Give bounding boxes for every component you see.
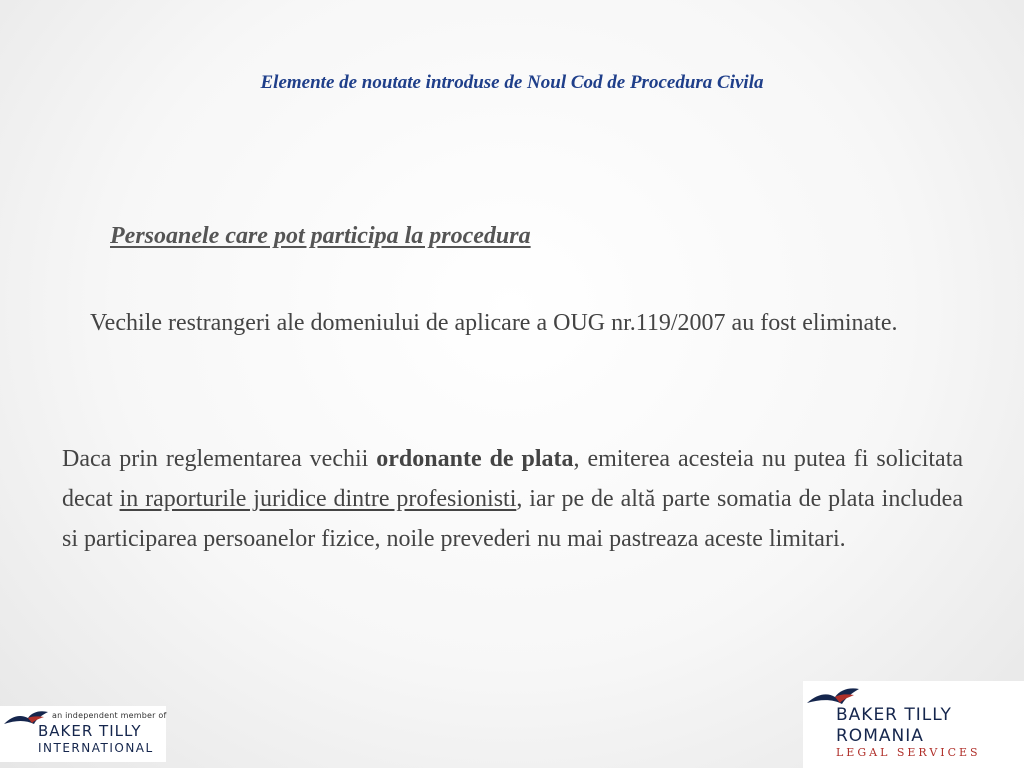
logo-right-name: BAKER TILLY — [836, 705, 952, 725]
paragraph-2-underlined: in raporturile juridice dintre profesionisti — [119, 486, 517, 512]
paragraph-2-part3: , iar pe de altă parte somatia de plata includea si participarea persoanelor fizice, noile prevederi nu mai pastreaza aceste limitari. — [62, 486, 963, 552]
baker-tilly-romania-logo — [803, 681, 1024, 768]
slide-subtitle: Persoanele care pot participa la procedura — [110, 223, 531, 249]
paragraph-2 — [62, 439, 963, 559]
paragraph-2-bold: ordonante de plata — [376, 446, 574, 472]
logo-tagline: an independent member of — [52, 711, 167, 720]
logo-left-name: BAKER TILLY — [38, 722, 142, 740]
slide-title: Elemente de noutate introduse de Noul Cod de Procedura Civila — [260, 72, 764, 93]
paragraph-2-part2: , emiterea acesteia nu putea fi solicitata decat — [62, 446, 964, 512]
logo-right-division: LEGAL SERVICES — [836, 746, 981, 759]
baker-tilly-international-logo — [0, 706, 166, 762]
logo-right-country: ROMANIA — [836, 726, 924, 746]
paragraph-2-part1: Daca prin reglementarea vechii — [62, 446, 377, 472]
logo-left-sub: INTERNATIONAL — [38, 741, 154, 755]
paragraph-1: Vechile restrangeri ale domeniului de aplicare a OUG nr.119/2007 au fost eliminate. — [90, 310, 898, 336]
